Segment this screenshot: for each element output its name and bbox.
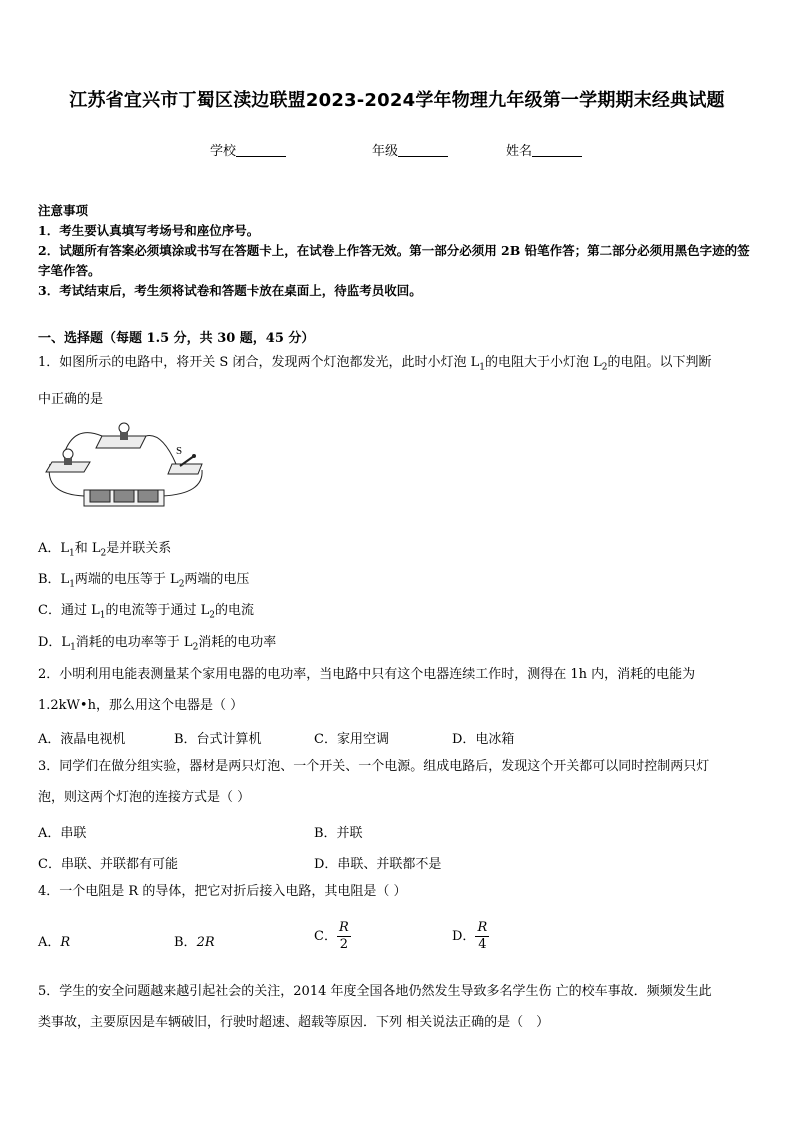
q4-option-a <box>38 931 70 950</box>
grade-label: 年级 <box>372 144 399 159</box>
option-text: D．L <box>38 635 71 650</box>
subscript: 1 <box>69 548 75 559</box>
q2-option-d: D．电冰箱 <box>452 732 515 747</box>
option-text: 和 L <box>74 541 101 556</box>
fraction-numerator: R <box>338 920 349 935</box>
option-text: 消耗的电功率 <box>198 635 277 650</box>
subscript: 2 <box>209 610 215 621</box>
school-field <box>210 140 286 159</box>
fraction-denominator: 4 <box>478 937 487 952</box>
q3-text-line2: 泡，则这两个灯泡的连接方式是（ ） <box>38 790 251 805</box>
question-1-stem <box>38 347 762 415</box>
notice-item: 3．考试结束后，考生须将试卷和答题卡放在桌面上，待监考员收回。 <box>38 283 422 298</box>
subscript: 2 <box>178 579 185 590</box>
subscript: 1 <box>70 642 76 653</box>
option-value: R <box>60 935 71 950</box>
subscript: 2 <box>100 548 107 559</box>
question-4-stem: 4．一个电阻是 R 的导体，把它对折后接入电路，其电阻是（ ） <box>38 884 407 899</box>
q2-text-line2: 1.2kW•h，那么用这个电器是（ ） <box>38 698 244 713</box>
notice-heading: 注意事项 <box>38 203 89 218</box>
q1-text-b: 的电阻大于小灯泡 L <box>484 355 602 370</box>
notice-item: 1．考生要认真填写考场号和座位序号。 <box>38 223 260 238</box>
q3-option-b: B．并联 <box>314 826 363 841</box>
q2-option-a: A．液晶电视机 <box>38 732 126 747</box>
option-text: 消耗的电功率等于 L <box>75 635 193 650</box>
q1-text-a: 1．如图所示的电路中，将开关 S 闭合，发现两个灯泡都发光，此时小灯泡 L <box>38 355 480 370</box>
school-label: 学校 <box>210 144 237 159</box>
page-title: 江苏省宜兴市丁蜀区渎边联盟2023-2024学年物理九年级第一学期期末经典试题 <box>69 90 725 111</box>
grade-blank <box>398 144 448 157</box>
fraction-denominator: 2 <box>339 937 348 952</box>
name-blank <box>532 144 582 157</box>
option-text: 的电流 <box>214 603 254 618</box>
option-text: 两端的电压等于 L <box>74 572 179 587</box>
q5-text-line1: 5．学生的安全问题越来越引起社会的关注，2014 年度全国各地仍然发生导致多名学生伤 亡的校车事故．频频发生此 <box>38 984 712 999</box>
school-blank <box>236 144 286 157</box>
q2-option-b: B．台式计算机 <box>174 732 262 747</box>
question-5-stem <box>38 976 762 1038</box>
q4-option-b <box>174 931 215 950</box>
q1-text-line2: 中正确的是 <box>38 391 104 407</box>
option-text: B．L <box>38 572 70 587</box>
q3-option-d: D．串联、并联都不是 <box>314 857 442 872</box>
notice-block <box>38 201 758 301</box>
option-label: D． <box>452 929 476 944</box>
option-value: 2R <box>196 935 215 950</box>
option-text: A．L <box>38 541 70 556</box>
section-heading: 一、选择题（每题 1.5 分，共 30 题，45 分） <box>38 331 315 346</box>
fraction-numerator: R <box>477 920 488 935</box>
question-3-stem <box>38 751 762 813</box>
q2-option-c: C．家用空调 <box>314 732 389 747</box>
grade-field <box>372 140 448 159</box>
option-text: C．通过 L <box>38 603 100 618</box>
q3-text-line1: 3．同学们在做分组实验，器材是两只灯泡、一个开关、一个电源。组成电路后，发现这个开关都可以同时控制两只灯 <box>38 759 710 774</box>
q3-option-c: C．串联、并联都有可能 <box>38 857 178 872</box>
q4-option-d <box>452 920 489 953</box>
subscript: 2 <box>192 642 199 653</box>
option-text: 两端的电压 <box>184 572 250 587</box>
q1-text-c: 的电阻。以下判断 <box>607 355 712 370</box>
option-label: A． <box>38 935 61 950</box>
question-2-stem <box>38 659 762 721</box>
subscript: 1 <box>479 362 485 373</box>
option-text: 是并联关系 <box>106 541 172 556</box>
q3-option-a: A．串联 <box>38 826 87 841</box>
q4-option-c <box>314 920 351 953</box>
name-label: 姓名 <box>506 144 533 159</box>
notice-item: 2．试题所有答案必须填涂或书写在答题卡上，在试卷上作答无效。第一部分必须用 2B 铅笔作答；第二部分必须用黑色字迹的签字笔作答。 <box>38 243 750 278</box>
subscript: 2 <box>601 362 608 373</box>
subscript: 1 <box>69 579 75 590</box>
q2-text-line1: 2．小明利用电能表测量某个家用电器的电功率，当电路中只有这个电器连续工作时，测得在 1h 内，消耗的电能为 <box>38 667 696 682</box>
q5-text-line2: 类事故，主要原因是车辆破旧，行驶时超速、超载等原因．下列 相关说法正确的是（ ） <box>38 1015 550 1030</box>
lamp-l2-icon <box>63 449 73 459</box>
option-label: C． <box>314 929 337 944</box>
lamp-l1-icon <box>119 423 129 433</box>
fraction <box>337 920 351 953</box>
fraction <box>475 920 489 953</box>
switch-label: S <box>176 445 183 457</box>
name-field <box>506 140 582 159</box>
circuit-diagram-image <box>44 414 214 514</box>
subscript: 1 <box>99 610 106 621</box>
option-label: B． <box>174 935 197 950</box>
option-text: 的电流等于通过 L <box>105 603 210 618</box>
